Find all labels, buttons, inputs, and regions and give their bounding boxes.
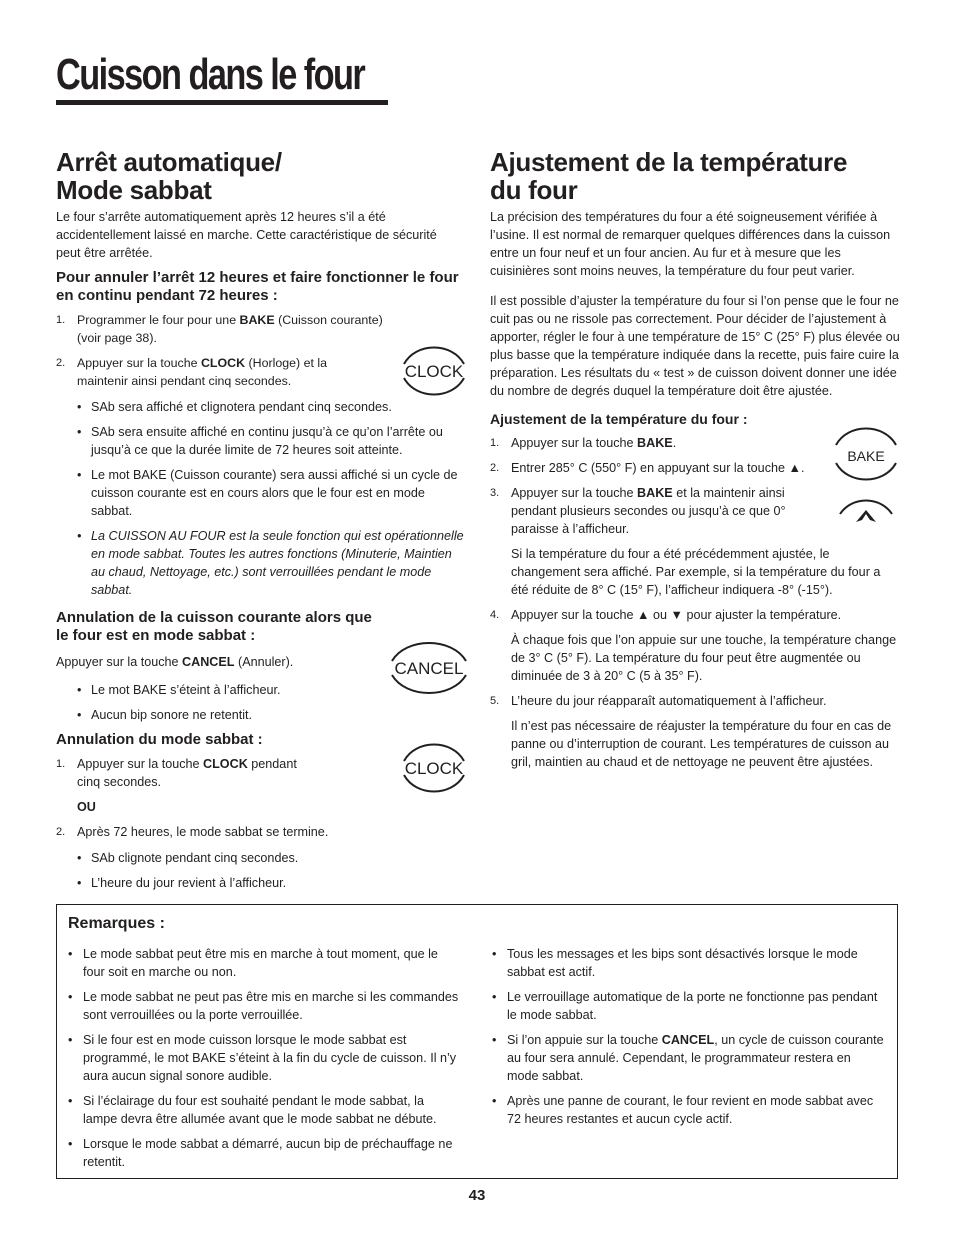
step-text: Si l’on appuie sur la touche: [507, 1033, 662, 1047]
adjust-step-5-note: Il n’est pas nécessaire de réajuster la température du four en cas de panne ou d’interruption de courant. Les températures de cuisson au gril, maintien au chaud et de nettoyage ne peuvent être ajustées.: [511, 719, 892, 769]
step-2: [56, 354, 377, 390]
adjust-step-1: [490, 434, 900, 452]
step-text: L’heure du jour réapparaît automatiquement à l’afficheur.: [511, 694, 827, 708]
section-heading-sabbath: Arrêt automatique/ Mode sabbat: [56, 147, 282, 205]
clock-key-illustration: [398, 342, 470, 400]
adjust-step-4: [490, 606, 900, 624]
clock-key-illustration-2: [398, 739, 470, 797]
subheading-cancel-12h: Pour annuler l’arrêt 12 heures et faire fonctionner le four en continu pendant 72 heures :: [56, 269, 459, 304]
list-item: • Lorsque le mode sabbat a démarré, aucun bip de préchauffage ne retentit.: [68, 1135, 460, 1171]
list-item: • Le mot BAKE s’éteint à l’afficheur.: [56, 681, 464, 699]
adjust-step-3-note: Si la température du four a été précédemment ajustée, le changement sera affiché. Par exemple, si la température du four a été réduite de 8° C (15° F), l’afficheur indiquera -8° (-15°).: [511, 547, 881, 597]
step-number: 2.: [490, 462, 500, 474]
step-text: Appuyer sur la touche: [77, 757, 204, 771]
step-text: et la maintenir ainsi pendant plusieurs secondes ou jusqu’à ce que 0° paraisse à l’afficheur.: [511, 486, 786, 536]
step-text: (Cuisson courante) (voir page 38).: [77, 313, 383, 345]
end-bullets: [56, 849, 464, 892]
step-number: 3.: [490, 487, 500, 499]
list-item: • Le verrouillage automatique de la porte ne fonctionne pas pendant le mode sabbat.: [492, 988, 884, 1024]
temp-paragraph-1: La précision des températures du four a été soigneusement vérifiée à l’usine. Il est normal de remarquer quelques différences dans la cuisson entre un four neuf et un four ancien. Au fur et à mesure que les cuisinières sont moins neuves, la température du four peut varier.: [490, 210, 891, 278]
remarks-right-list: [492, 945, 884, 1135]
list-item: • L’heure du jour revient à l’afficheur.: [56, 874, 464, 892]
or-text: OU: [77, 800, 96, 814]
list-item: • Si le four est en mode cuisson lorsque le mode sabbat est programmé, le mot BAKE s’éteint à la fin du cycle de cuisson. Il n’y aura aucun signal sonore audible.: [68, 1031, 460, 1085]
step-text: (Horloge) et la maintenir ainsi pendant cinq secondes.: [77, 356, 327, 388]
step-number: 4.: [490, 609, 500, 621]
cancel-key-label: CANCEL: [394, 659, 464, 678]
list-item: • Le mode sabbat peut être mis en marche à tout moment, que le four soit en marche ou non.: [68, 945, 460, 981]
title-underline: [56, 100, 388, 105]
clock-key-label: CLOCK: [404, 759, 464, 778]
list-item: • Le mode sabbat ne peut pas être mis en marche si les commandes sont verrouillées ou la porte verrouillée.: [68, 988, 460, 1024]
step-text: Appuyer sur la touche: [77, 356, 201, 370]
step-text: pendant cinq secondes.: [77, 757, 297, 789]
list-item: • Le mot BAKE (Cuisson courante) sera aussi affiché si un cycle de cuisson courante est en cours alors que le four est en mode sabbat.: [56, 466, 464, 520]
step-text: , un cycle de cuisson courante au four sera annulé. Cependant, le programmateur restera en mode sabbat.: [507, 1033, 884, 1083]
list-item: • Après une panne de courant, le four revient en mode sabbat avec 72 heures restantes et aucun cycle actif.: [492, 1092, 884, 1128]
or-label: [56, 798, 464, 816]
step-key: CLOCK: [203, 757, 248, 771]
step-key: CLOCK: [200, 356, 246, 370]
step-text: Programmer le four pour une: [77, 313, 240, 327]
page-title: Cuisson dans le four: [56, 50, 365, 99]
step-text: (Annuler).: [234, 655, 294, 669]
list-item: • SAb sera affiché et clignotera pendant cinq secondes.: [56, 398, 464, 416]
temp-paragraph-2: Il est possible d’ajuster la température du four si l’on pense que le four ne cuit pas ou ne rissole pas correctement. Pour décider de l’ajustement à apporter, régler le four à une température de 15° C (25° F) plus élevée ou plus basse que la température indiquée dans la recette, puis faire cuire la préparation. Les résultats du « test » de cuisson doivent donner une idée du nombre de degrés duquel la température doit être ajustée.: [490, 294, 900, 398]
step-text: Entrer 285° C (550° F) en appuyant sur la touche ▲.: [511, 461, 805, 475]
list-item: • La CUISSON AU FOUR est la seule fonction qui est opérationnelle en mode sabbat. Toutes les autres fonctions (Minuterie, Maintien au chaud, Nettoyage, etc.) sont verrouillées pendant le mode sabbat.: [56, 527, 464, 599]
step-number: 2.: [56, 357, 66, 369]
bake-key-label: BAKE: [847, 448, 885, 464]
step-text: Appuyer sur la touche: [511, 436, 638, 450]
list-item: • Si l’éclairage du four est souhaité pendant le mode sabbat, la lampe devra être allumée avant que le mode sabbat ne débute.: [68, 1092, 460, 1128]
cancel-key-illustration: [384, 637, 474, 699]
remarks-heading: Remarques :: [68, 915, 165, 932]
step-number: 1.: [56, 758, 66, 770]
remarks-box: [56, 904, 898, 1179]
step-key: CANCEL: [182, 655, 235, 669]
step-text: Après 72 heures, le mode sabbat se termine.: [77, 825, 329, 839]
list-item: • Tous les messages et les bips sont désactivés lorsque le mode sabbat est actif.: [492, 945, 884, 981]
sabbath-intro: Le four s’arrête automatiquement après 12 heures s’il a été accidentellement laissé en marche. Cette caractéristique de sécurité peut être arrêtée.: [56, 210, 437, 260]
cancel-step-2: [56, 823, 464, 841]
step-text: Appuyer sur la touche: [511, 486, 638, 500]
right-column: [490, 148, 900, 778]
section-heading-temperature: Ajustement de la température du four: [490, 147, 848, 205]
subheading-cancel-sabbath: Annulation du mode sabbat :: [56, 731, 263, 748]
list-item: • SAb clignote pendant cinq secondes.: [56, 849, 464, 867]
step-number: 5.: [490, 695, 500, 707]
step-key: CANCEL: [661, 1033, 715, 1047]
step-key: BAKE: [637, 486, 673, 500]
step-key: BAKE: [637, 436, 673, 450]
list-item: • Aucun bip sonore ne retentit.: [56, 706, 464, 724]
step-text: Appuyer sur la touche ▲ ou ▼ pour ajuster la température.: [511, 608, 842, 622]
step-number: 2.: [56, 826, 66, 838]
adjust-step-3: [490, 484, 811, 538]
subheading-cancel-bake: Annulation de la cuisson courante alors que le four est en mode sabbat :: [56, 609, 372, 644]
list-item: • SAb sera ensuite affiché en continu jusqu’à ce qu’on l’arrête ou jusqu’à ce que la durée limite de 72 heures soit atteinte.: [56, 423, 464, 459]
sabbath-bullets: [56, 398, 464, 599]
adjust-step-2: [490, 459, 900, 477]
step-text: Appuyer sur la touche: [56, 655, 183, 669]
remarks-left-list: [68, 945, 460, 1178]
cancel-step-1: [56, 755, 377, 791]
step-key: BAKE: [239, 313, 275, 327]
step-number: 1.: [490, 437, 500, 449]
clock-key-label: CLOCK: [404, 362, 464, 381]
adjust-step-4-note: À chaque fois que l’on appuie sur une touche, la température change de 3° C (5° F). La température du four peut être augmentée ou diminuée de 3 à 20° C (5 à 35° F).: [511, 633, 897, 683]
step-number: 1.: [56, 314, 66, 326]
page-number: 43: [468, 1187, 486, 1204]
list-item: [492, 1031, 884, 1085]
adjust-step-5: [490, 692, 900, 710]
subheading-adjust: Ajustement de la température du four :: [490, 411, 748, 427]
step-text: .: [672, 436, 677, 450]
